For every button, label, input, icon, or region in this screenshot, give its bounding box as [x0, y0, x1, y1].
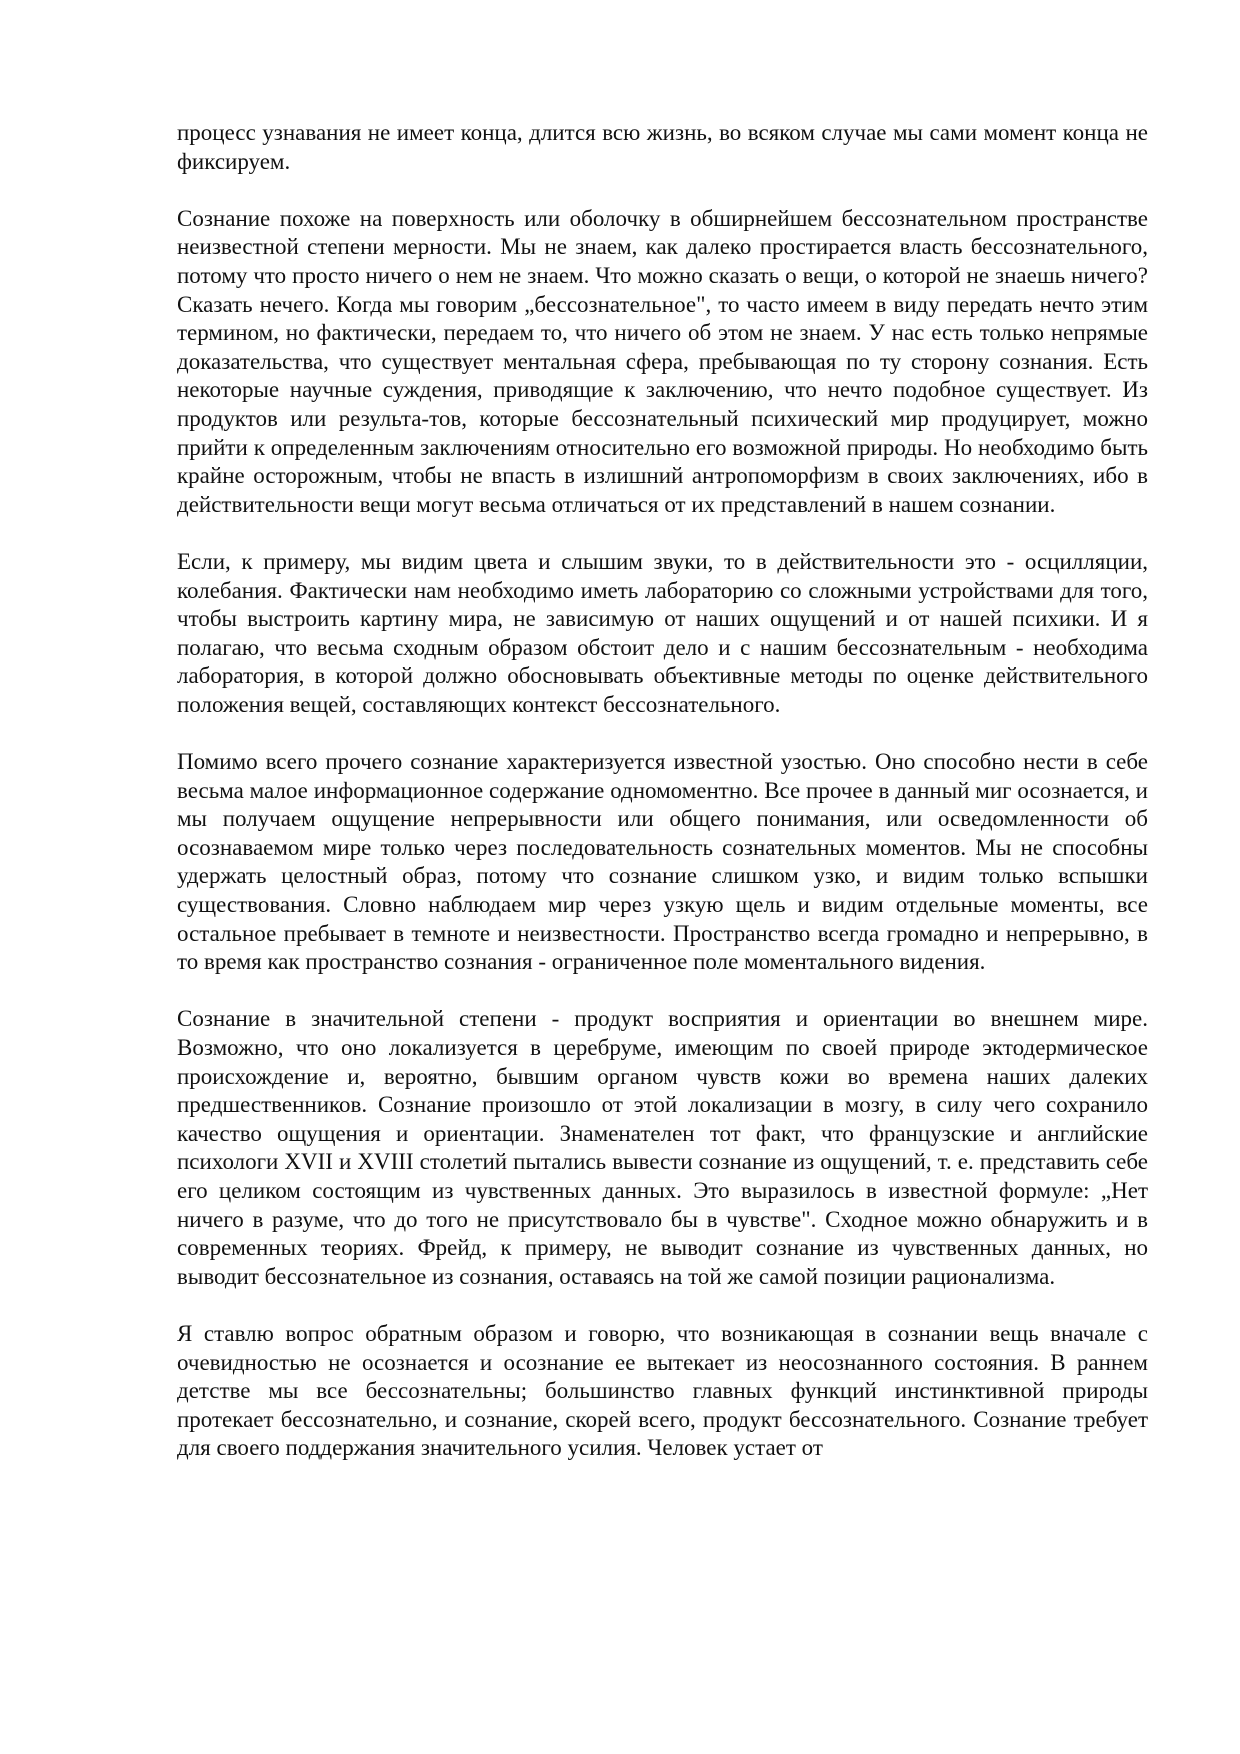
paragraph-5: Сознание в значительной степени - продукт восприятия и ориентации во внешнем мире. Возможно, что оно локализуется в церебруме, имеющим по своей природе эктодермическое происхождение и, вероятно, бывшим органом чувств кожи во времена наших далеких предшественников. Сознание произошло от этой локализации в мозгу, в силу чего сохранило качество ощущения и ориентации. Знаменателен тот факт, что французские и английские психологи XVII и XVIII столетий пытались вывести сознание из ощущений, т. е. представить себе его целиком состоящим из чувственных данных. Это выразилось в известной формуле: „Нет ничего в разуме, что до того не присутствовало бы в чувстве". Сходное можно обнаружить и в современных теориях. Фрейд, к примеру, не выводит сознание из чувственных данных, но выводит бессознательное из сознания, оставаясь на той же самой позиции рационализма.: [177, 1006, 1148, 1289]
document-body: [177, 119, 1148, 1463]
paragraph-3: Если, к примеру, мы видим цвета и слышим звуки, то в действительности это - осцилляции, колебания. Фактически нам необходимо иметь лабораторию со сложными устройствами для того, чтобы выстроить картину мира, не зависимую от наших ощущений и от нашей психики. И я полагаю, что весьма сходным образом обстоит дело и с нашим бессознательным - необходима лаборатория, в которой должно обосновывать объективные методы по оценке действительного положения вещей, составляющих контекст бессознательного.: [177, 548, 1148, 717]
paragraph-4: Помимо всего прочего сознание характеризуется известной узостью. Оно способно нести в себе весьма малое информационное содержание одномоментно. Все прочее в данный миг осознается, и мы получаем ощущение непрерывности или общего понимания, или осведомленности об осознаваемом мире только через последовательность сознательных моментов. Мы не способны удержать целостный образ, потому что сознание слишком узко, и видим только вспышки существования. Словно наблюдаем мир через узкую щель и видим отдельные моменты, все остальное пребывает в темноте и неизвестности. Пространство всегда громадно и непрерывно, в то время как пространство сознания - ограниченное поле моментального видения.: [177, 749, 1148, 975]
paragraph-2: Сознание похоже на поверхность или оболочку в обширнейшем бессознательном пространстве неизвестной степени мерности. Мы не знаем, как далеко простирается власть бессознательного, потому что просто ничего о нем не знаем. Что можно сказать о вещи, о которой не знаешь ничего? Сказать нечего. Когда мы говорим „бессознательное", то часто имеем в виду передать нечто этим термином, но фактически, передаем то, что ничего об этом не знаем. У нас есть только непрямые доказательства, что существует ментальная сфера, пребывающая по ту сторону сознания. Есть некоторые научные суждения, приводящие к заключению, что нечто подобное существует. Из продуктов или результа-тов, которые бессознательный психический мир продуцирует, можно прийти к определенным заключениям относительно его возможной природы. Но необходимо быть крайне осторожным, чтобы не впасть в излишний антропоморфизм в своих заключениях, ибо в действительности вещи могут весьма отличаться от их представлений в нашем сознании.: [177, 205, 1148, 517]
paragraph-6: Я ставлю вопрос обратным образом и говорю, что возникающая в сознании вещь вначале с очевидностью не осознается и осознание ее вытекает из неосознанного состояния. В раннем детстве мы все бессознательны; большинство главных функций инстинктивной природы протекает бессознательно, и сознание, скорей всего, продукт бессознательного. Сознание требует для своего поддержания значительного усилия. Человек устает от: [177, 1320, 1148, 1461]
paragraph-1: процесс узнавания не имеет конца, длится всю жизнь, во всяком случае мы сами момент конца не фиксируем.: [177, 120, 1148, 174]
